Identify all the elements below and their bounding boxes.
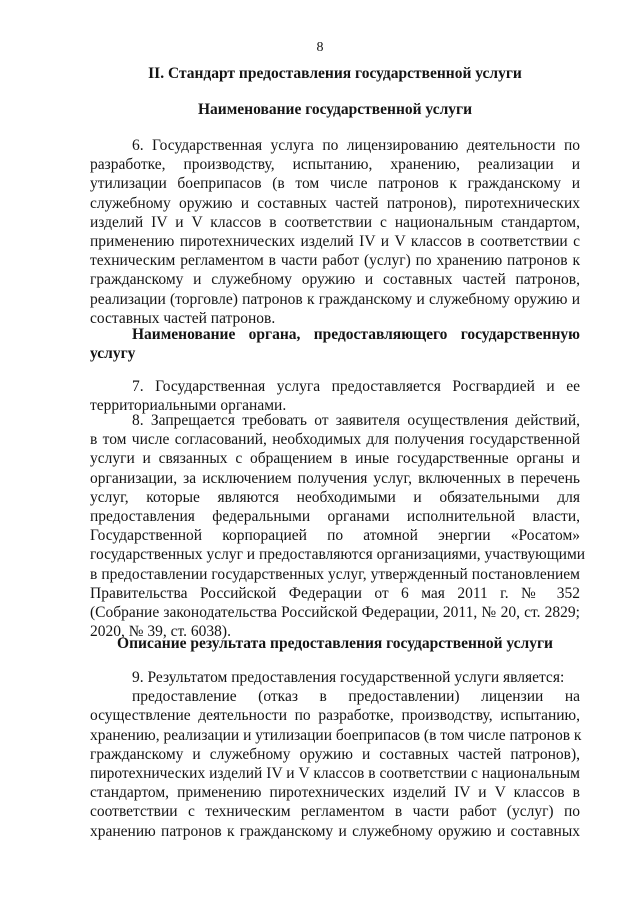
text-line: территориальными органами.	[90, 397, 287, 415]
paragraph-9	[90, 668, 580, 841]
text-line: применению пиротехнических изделий IV и V классов в соответствии с	[90, 233, 580, 251]
text-line: реализации (торговле) патронов к гражданскому и служебному оружию и	[90, 290, 580, 308]
heading-result: Описание результата предоставления государственной услуги	[117, 635, 553, 652]
text-line: служебному оружию и составных частей патронов), пиротехнических	[90, 194, 580, 212]
heading-line: услугу	[90, 345, 136, 363]
text-line: стандартом, применению пиротехнических изделий IV и V классов в	[90, 784, 580, 802]
text-line: организации, за исключением получения услуг, включенных в перечень	[90, 469, 580, 487]
text-line: утилизации боеприпасов (в том числе патронов к гражданскому и	[90, 175, 580, 193]
text-line: 6. Государственная услуга по лицензированию деятельности по	[132, 137, 580, 154]
text-line: Государственной корпорацией по атомной энергии «Росатом»	[90, 527, 580, 545]
paragraph-7	[90, 377, 580, 415]
text-line: услуг, которые являются необходимыми и обязательными для	[90, 488, 580, 506]
text-line: осуществление деятельности по разработке, производству, испытанию,	[90, 707, 580, 725]
text-line: Правительства Российской Федерации от 6 мая 2011 г. № 352	[90, 584, 580, 602]
text-line: гражданскому и служебному оружию и составных частей патронов),	[90, 745, 580, 763]
text-line: услуги и связанных с обращением в иные государственные органы и	[90, 450, 580, 468]
text-line: в предоставлении государственных услуг, утвержденный постановлением	[90, 565, 580, 583]
paragraph-8	[90, 411, 586, 641]
text-line: разработке, производству, испытанию, хранению, реализации и	[90, 156, 580, 174]
section-title: II. Стандарт предоставления государственной услуги	[148, 65, 522, 82]
text-line: предоставление (отказ в предоставлении) лицензии на	[132, 688, 580, 706]
text-line: 2020, № 39, ст. 6038).	[90, 623, 231, 641]
text-line: государственных услуг и предоставляются организациями, участвующими	[90, 546, 586, 564]
heading-authority	[90, 325, 580, 363]
text-line: предоставления федеральными органами исполнительной власти,	[90, 508, 580, 526]
text-line: соответствии с техническим регламентом в части работ (услуг) по	[90, 803, 580, 821]
text-line: 7. Государственная услуга предоставляется Росгвардией и ее	[132, 378, 580, 395]
text-line: изделий IV и V классов в соответствии с национальным стандартом,	[90, 213, 580, 231]
page-number: 8	[316, 40, 324, 55]
heading-line: Наименование органа, предоставляющего государственную	[132, 326, 580, 343]
paragraph-6	[90, 136, 580, 328]
text-line: (Собрание законодательства Российской Федерации, 2011, № 20, ст. 2829;	[90, 604, 580, 622]
text-line: 8. Запрещается требовать от заявителя осуществления действий,	[132, 412, 580, 429]
text-line: 9. Результатом предоставления государственной услуги является:	[132, 669, 565, 686]
text-line: хранению патронов к гражданскому и служебному оружию и составных	[90, 822, 580, 840]
text-line: хранению, реализации и утилизации боеприпасов (в том числе патронов к	[90, 726, 582, 744]
text-line: техническим регламентом в части работ (услуг) по хранению патронов к	[90, 252, 580, 270]
text-line: в том числе согласований, необходимых для получения государственной	[90, 431, 580, 449]
text-line: составных частей патронов.	[90, 309, 276, 327]
text-line: гражданскому и служебному оружию и составных частей патронов,	[90, 271, 580, 289]
heading-service-name: Наименование государственной услуги	[198, 101, 472, 118]
text-line: пиротехнических изделий IV и V классов в соответствии с национальным	[90, 765, 580, 783]
